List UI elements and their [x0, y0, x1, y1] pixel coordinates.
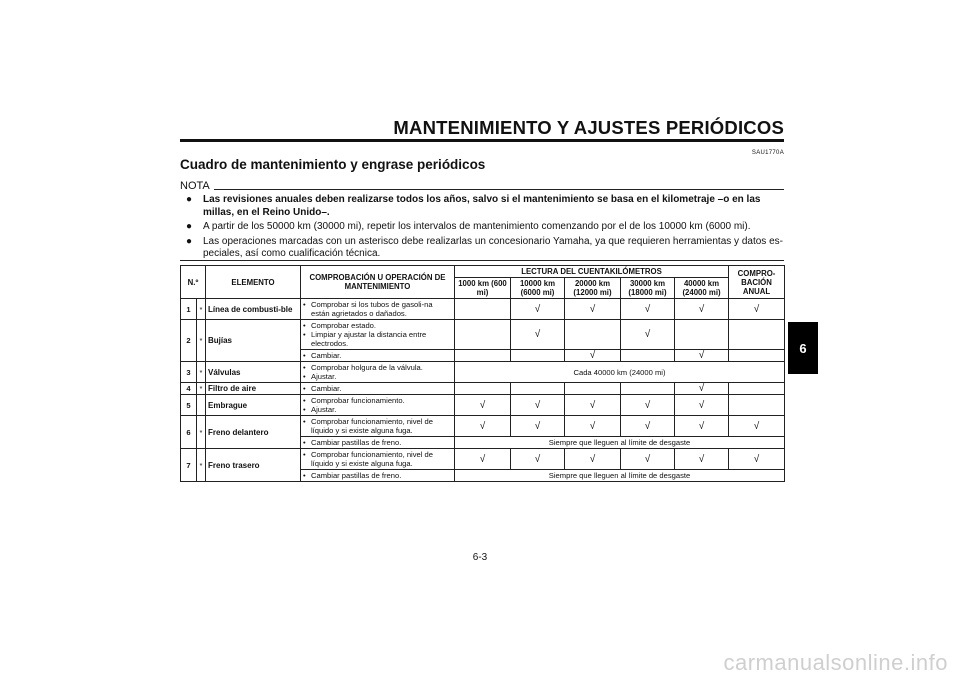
- check-cell: [455, 299, 511, 320]
- row-operation: [301, 299, 455, 320]
- check-cell: [511, 383, 565, 395]
- row-number: 7: [181, 449, 197, 482]
- row-operation: [301, 437, 455, 449]
- note-item: [180, 194, 784, 219]
- check-cell: √: [565, 416, 621, 437]
- row-number: 2: [181, 320, 197, 362]
- check-cell: √: [675, 416, 729, 437]
- title-rule: [180, 139, 784, 142]
- operation-item: • Limpiar y ajustar la distancia entre electrodos.: [303, 330, 452, 348]
- note-text: Las operaciones marcadas con un asterisco debe realizarlas un concesionario Yamaha, ya que requieren herramientas y datos es-peciales, así como cualificación técnica.: [203, 235, 783, 259]
- check-cell: [729, 320, 785, 350]
- check-cell: √: [621, 449, 675, 470]
- dealer-asterisk: *: [197, 320, 206, 362]
- bullet-icon: ●: [186, 221, 193, 232]
- check-cell: [511, 350, 565, 362]
- row-operation: [301, 449, 455, 470]
- check-cell: √: [675, 350, 729, 362]
- check-cell: √: [621, 395, 675, 416]
- table-row: [181, 320, 785, 350]
- doc-code: SAU1770A: [751, 150, 784, 156]
- dealer-asterisk: *: [197, 383, 206, 395]
- row-number: 1: [181, 299, 197, 320]
- check-cell: √: [455, 449, 511, 470]
- check-cell: [455, 320, 511, 350]
- check-cell: √: [511, 395, 565, 416]
- interval-note: Siempre que lleguen al límite de desgaste: [455, 437, 785, 449]
- row-operation: [301, 470, 455, 482]
- note-list: [180, 194, 784, 263]
- col-header-interval: 20000 km (12000 mi): [565, 278, 621, 299]
- row-number: 4: [181, 383, 197, 395]
- check-cell: [729, 395, 785, 416]
- col-header-operation: COMPROBACIÓN U OPERACIÓN DE MANTENIMIENTO: [301, 266, 455, 299]
- interval-note: Siempre que lleguen al límite de desgaste: [455, 470, 785, 482]
- check-cell: √: [565, 350, 621, 362]
- col-header-num: N.º: [181, 266, 206, 299]
- check-cell: √: [455, 395, 511, 416]
- col-header-annual: COMPRO-BACIÓN ANUAL: [729, 266, 785, 299]
- col-header-interval: 10000 km (6000 mi): [511, 278, 565, 299]
- operation-item: • Cambiar pastillas de freno.: [303, 438, 452, 447]
- note-text: A partir de los 50000 km (30000 mi), repetir los intervalos de mantenimiento comenzando por el de los 10000 km (6000 mi).: [203, 221, 751, 232]
- check-cell: √: [675, 299, 729, 320]
- operation-item: • Comprobar estado.: [303, 321, 452, 330]
- check-cell: [675, 320, 729, 350]
- check-cell: [455, 350, 511, 362]
- dealer-asterisk: *: [197, 299, 206, 320]
- check-cell: √: [565, 449, 621, 470]
- operation-item: • Comprobar funcionamiento, nivel de líquido y si existe alguna fuga.: [303, 417, 452, 435]
- check-cell: √: [729, 449, 785, 470]
- note-label: NOTA: [180, 180, 210, 192]
- page-number: 6-3: [472, 552, 488, 563]
- interval-note: Cada 40000 km (24000 mi): [455, 362, 785, 383]
- check-cell: √: [675, 383, 729, 395]
- check-cell: √: [511, 320, 565, 350]
- table-row: [181, 416, 785, 437]
- check-cell: [621, 383, 675, 395]
- table-row: [181, 299, 785, 320]
- row-operation: [301, 395, 455, 416]
- operation-item: • Comprobar funcionamiento.: [303, 396, 452, 405]
- maintenance-table: [180, 265, 785, 482]
- section-heading: Cuadro de mantenimiento y engrase periódicos: [180, 157, 486, 172]
- check-cell: √: [621, 320, 675, 350]
- page-title: MANTENIMIENTO Y AJUSTES PERIÓDICOS: [393, 117, 784, 138]
- row-operation: [301, 320, 455, 350]
- note-text: Las revisiones anuales deben realizarse todos los años, salvo si el mantenimiento se basa en el kilometraje –o en las millas, en el Reino Unido–.: [203, 194, 761, 218]
- check-cell: [621, 350, 675, 362]
- dealer-asterisk: [197, 395, 206, 416]
- row-element: Línea de combusti-ble: [206, 299, 301, 320]
- row-operation: [301, 416, 455, 437]
- check-cell: √: [675, 449, 729, 470]
- row-operation: [301, 383, 455, 395]
- chapter-tab: 6: [788, 322, 818, 374]
- check-cell: √: [455, 416, 511, 437]
- row-operation: [301, 350, 455, 362]
- operation-item: • Cambiar pastillas de freno.: [303, 471, 452, 480]
- col-header-odometer: LECTURA DEL CUENTAKILÓMETROS: [455, 266, 729, 278]
- row-element: Embrague: [206, 395, 301, 416]
- watermark: carmanualsonline.info: [723, 650, 948, 675]
- table-row: [181, 449, 785, 470]
- dealer-asterisk: *: [197, 449, 206, 482]
- row-number: 6: [181, 416, 197, 449]
- dealer-asterisk: *: [197, 362, 206, 383]
- operation-item: • Ajustar.: [303, 405, 452, 414]
- check-cell: √: [621, 416, 675, 437]
- row-element: Freno delantero: [206, 416, 301, 449]
- check-cell: √: [565, 299, 621, 320]
- note-item: [180, 236, 784, 261]
- dealer-asterisk: *: [197, 416, 206, 449]
- operation-item: • Cambiar.: [303, 351, 452, 360]
- bullet-icon: ●: [186, 194, 193, 205]
- check-cell: √: [621, 299, 675, 320]
- note-bottom-rule: [180, 260, 784, 261]
- note-item: [180, 221, 784, 234]
- col-header-interval: 30000 km (18000 mi): [621, 278, 675, 299]
- col-header-interval: 40000 km (24000 mi): [675, 278, 729, 299]
- row-element: Válvulas: [206, 362, 301, 383]
- operation-item: • Cambiar.: [303, 384, 452, 393]
- check-cell: [565, 383, 621, 395]
- operation-item: • Ajustar.: [303, 372, 452, 381]
- row-element: Filtro de aire: [206, 383, 301, 395]
- row-number: 5: [181, 395, 197, 416]
- operation-item: • Comprobar funcionamiento, nivel de líquido y si existe alguna fuga.: [303, 450, 452, 468]
- operation-item: • Comprobar holgura de la válvula.: [303, 363, 452, 372]
- note-rule: [214, 189, 784, 190]
- check-cell: [729, 383, 785, 395]
- col-header-element: ELEMENTO: [206, 266, 301, 299]
- row-operation: [301, 362, 455, 383]
- operation-item: • Comprobar si los tubos de gasoli-na están agrietados o dañados.: [303, 300, 452, 318]
- check-cell: [565, 320, 621, 350]
- table-row: [181, 362, 785, 383]
- check-cell: √: [729, 299, 785, 320]
- check-cell: √: [511, 416, 565, 437]
- col-header-interval: 1000 km (600 mi): [455, 278, 511, 299]
- table-row: [181, 383, 785, 395]
- row-element: Freno trasero: [206, 449, 301, 482]
- check-cell: √: [511, 299, 565, 320]
- check-cell: [729, 350, 785, 362]
- check-cell: √: [511, 449, 565, 470]
- check-cell: √: [565, 395, 621, 416]
- check-cell: √: [675, 395, 729, 416]
- row-element: Bujías: [206, 320, 301, 362]
- check-cell: [455, 383, 511, 395]
- row-number: 3: [181, 362, 197, 383]
- check-cell: √: [729, 416, 785, 437]
- bullet-icon: ●: [186, 235, 193, 247]
- table-row: [181, 395, 785, 416]
- table-header-row: [181, 266, 785, 278]
